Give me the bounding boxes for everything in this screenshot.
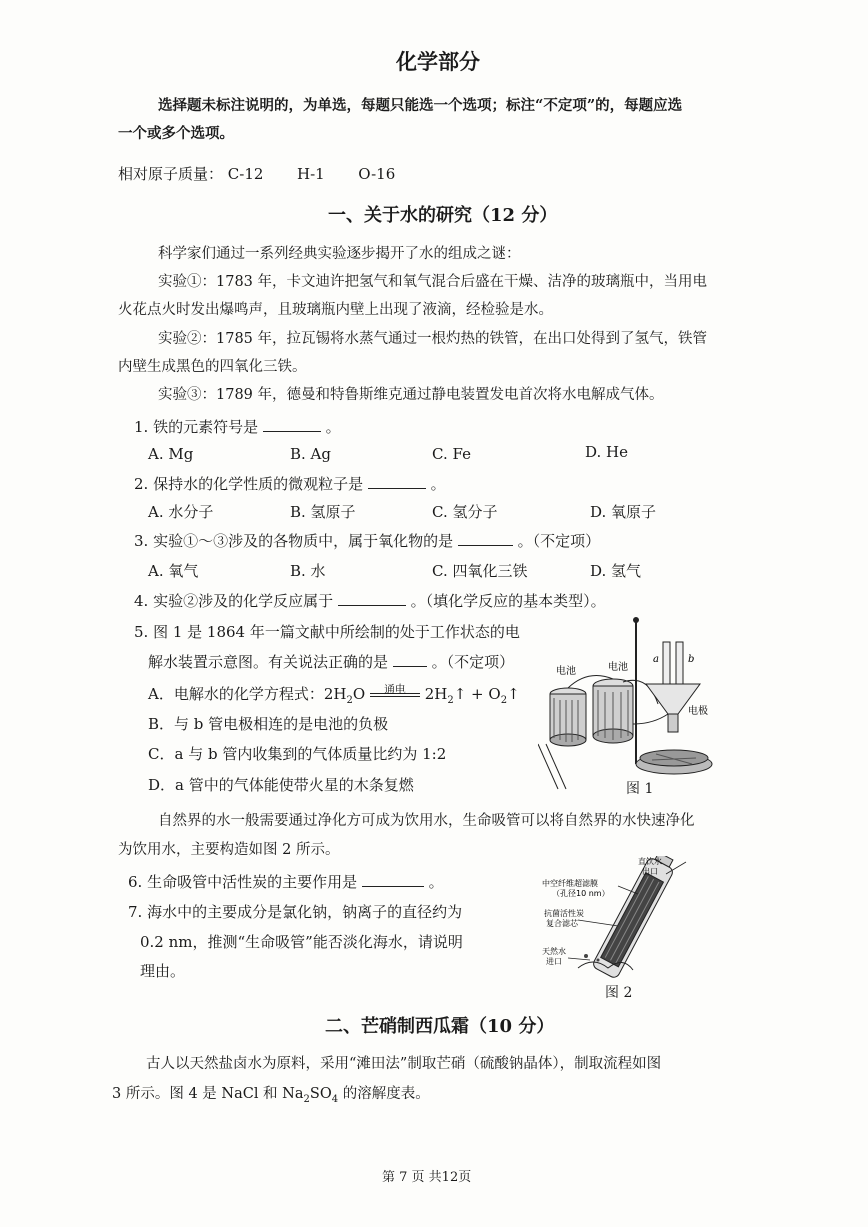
atomic-masses — [118, 163, 395, 184]
fig2-inlet-label-2: 进口 — [546, 957, 562, 966]
q6-stem: 6. 生命吸管中活性炭的主要作用是 。 — [128, 873, 444, 891]
instructions-line1: 选择题未标注说明的，为单选，每题只能选一个选项；标注“不定项”的，每题应选 — [158, 97, 683, 114]
atomic-mass-c: C-12 — [227, 165, 264, 183]
fig2-outlet-label-1: 直饮水 — [638, 857, 662, 866]
exp2-line1: 实验②：1785 年，拉瓦锡将水蒸气通过一根灼热的铁管，在出口处得到了氢气，铁管 — [158, 331, 708, 347]
fig2-membrane-label-1: 中空纤维超滤膜 — [542, 879, 598, 888]
page-title: 化学部分 — [396, 49, 480, 74]
q2-answer-blank[interactable] — [368, 488, 426, 489]
section2-intro-line1: 古人以天然盐卤水为原料，采用“滩田法”制取芒硝（硫酸钠晶体），制取流程如图 — [146, 1056, 662, 1072]
q3-stem: 3. 实验①～③涉及的各物质中，属于氧化物的是 。（不定项） — [134, 532, 601, 550]
section2-heading: 二、芒硝制西瓜霜（10 分） — [325, 1016, 555, 1037]
figure2-life-straw — [538, 856, 714, 980]
fig1-b-label: b — [688, 654, 695, 665]
fig1-electrode-label: 电极 — [688, 706, 708, 717]
q3-answer-blank[interactable] — [458, 545, 513, 546]
q7-line2: 0.2 nm，推测“生命吸管”能否淡化海水，请说明 — [140, 933, 463, 951]
straw-intro-line1: 自然界的水一般需要通过净化方可成为饮用水，生命吸管可以将自然界的水快速净化 — [158, 813, 695, 829]
q7-line3: 理由。 — [140, 962, 186, 980]
battery-1-icon — [550, 688, 586, 746]
fig2-carbon-label-2: 复合滤芯 — [546, 919, 578, 928]
fig2-carbon-label-1: 抗菌活性炭 — [544, 909, 584, 918]
fig1-battery2-label: 电池 — [608, 662, 628, 673]
instructions-line2: 一个或多个选项。 — [118, 125, 234, 142]
battery-2-icon — [593, 679, 633, 743]
q2-option-b[interactable]: B. 氢原子 — [290, 503, 356, 521]
q1-stem: 1. 铁的元素符号是 。 — [134, 418, 341, 436]
fig2-inlet-label-1: 天然水 — [542, 947, 566, 956]
exp1-line1: 实验①：1783 年，卡文迪许把氢气和氧气混合后盛在干燥、洁净的玻璃瓶中，当用电 — [158, 274, 708, 290]
q3-option-a[interactable]: A. 氧气 — [148, 562, 199, 580]
atomic-masses-label: 相对原子质量： — [118, 165, 224, 183]
q5-line1: 5. 图 1 是 1864 年一篇文献中所绘制的处于工作状态的电 — [134, 623, 520, 641]
q2-stem: 2. 保持水的化学性质的微观粒子是 。 — [134, 475, 446, 493]
section1-heading: 一、关于水的研究（12 分） — [328, 205, 558, 226]
q5-option-a[interactable]: A．电解水的化学方程式：$2H_2O$ 通电 $2H_2↑$ + $O_2↑$ — [148, 683, 520, 706]
q5-option-b[interactable]: B．与 b 管电极相连的是电池的负极 — [148, 715, 389, 733]
q1-option-d[interactable]: D. He — [585, 443, 628, 461]
q4-stem: 4. 实验②涉及的化学反应属于 。（填化学反应的基本类型）。 — [134, 592, 606, 610]
q5-answer-blank[interactable] — [393, 666, 427, 667]
q5-line2: 解水装置示意图。有关说法正确的是 。（不定项） — [148, 653, 515, 671]
figure2-caption: 图 2 — [605, 985, 633, 1001]
q1-option-b[interactable]: B. Ag — [290, 445, 331, 463]
exp3: 实验③：1789 年，德曼和特鲁斯维克通过静电装置发电首次将水电解成气体。 — [158, 387, 664, 403]
fig1-battery1-label: 电池 — [556, 666, 576, 677]
q3-option-c[interactable]: C. 四氧化三铁 — [432, 562, 528, 580]
q5-option-d[interactable]: D．a 管中的气体能使带火星的木条复燃 — [148, 776, 414, 794]
q2-option-a[interactable]: A. 水分子 — [148, 503, 214, 521]
fig2-membrane-label-2: （孔径10 nm） — [552, 889, 610, 898]
straw-intro-line2: 为饮用水，主要构造如图 2 所示。 — [118, 842, 340, 858]
q2-option-c[interactable]: C. 氢分子 — [432, 503, 498, 521]
q1-answer-blank[interactable] — [263, 431, 321, 432]
q4-answer-blank[interactable] — [338, 605, 406, 606]
figure1-caption: 图 1 — [626, 781, 654, 797]
q6-answer-blank[interactable] — [362, 886, 424, 887]
atomic-mass-h: H-1 — [297, 165, 325, 183]
q1-option-a[interactable]: A. Mg — [148, 445, 194, 463]
q1-option-c[interactable]: C. Fe — [432, 445, 471, 463]
section1-intro: 科学家们通过一系列经典实验逐步揭开了水的组成之谜： — [158, 246, 521, 262]
figure1-electrolysis-apparatus — [538, 614, 718, 790]
exp2-line2: 内壁生成黑色的四氧化三铁。 — [118, 359, 307, 375]
page-footer: 第 7 页 共12页 — [382, 1170, 472, 1185]
q3-option-b[interactable]: B. 水 — [290, 562, 326, 580]
atomic-mass-o: O-16 — [358, 165, 396, 183]
reaction-condition: 通电 — [370, 693, 420, 697]
exp1-line2: 火花点火时发出爆鸣声，且玻璃瓶内壁上出现了液滴，经检验是水。 — [118, 302, 553, 318]
q5-option-c[interactable]: C．a 与 b 管内收集到的气体质量比约为 1:2 — [148, 745, 447, 763]
q2-option-d[interactable]: D. 氧原子 — [590, 503, 657, 521]
q7-line1: 7. 海水中的主要成分是氯化钠，钠离子的直径约为 — [128, 903, 463, 921]
fig1-a-label: a — [653, 654, 659, 665]
section2-intro-line2: 3 所示。图 4 是 NaCl 和 $Na_2SO_4$ 的溶解度表。 — [112, 1086, 430, 1105]
fig2-outlet-label-2: 出口 — [642, 867, 658, 876]
q3-option-d[interactable]: D. 氢气 — [590, 562, 642, 580]
